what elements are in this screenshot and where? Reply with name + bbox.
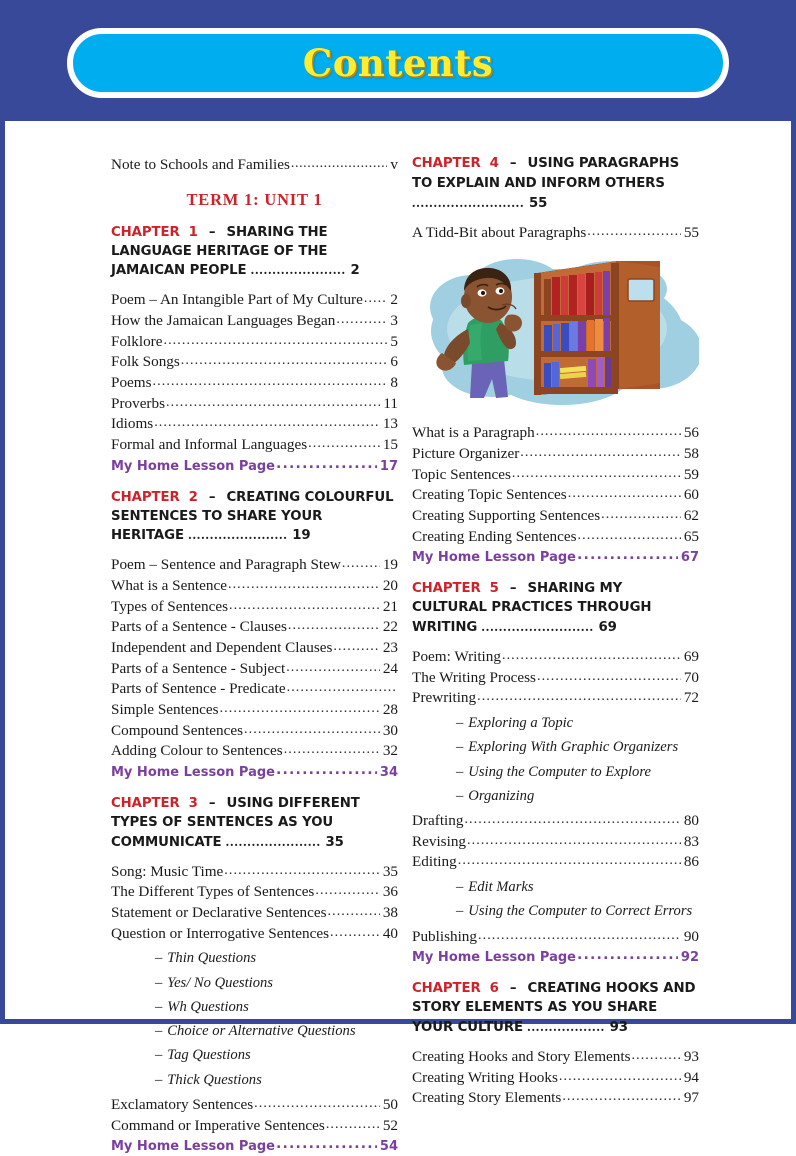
toc-entry-page: 70 xyxy=(683,668,699,686)
dot-leader xyxy=(520,442,681,463)
toc-entry[interactable] xyxy=(111,659,398,680)
dot-leader xyxy=(276,761,377,780)
dot-leader xyxy=(333,636,379,657)
dot-leader xyxy=(578,525,681,546)
toc-entry-label: Simple Sentences xyxy=(111,701,219,719)
toc-entry-label: Command or Imperative Sentences xyxy=(111,1116,325,1134)
dot-leader xyxy=(153,371,388,392)
toc-entry-label: Poems xyxy=(111,373,152,391)
chapter-number: CHAPTER 3 xyxy=(111,796,198,812)
toc-entry[interactable] xyxy=(111,290,398,311)
chapter-dot-leader: ...................... xyxy=(246,262,346,278)
toc-entry-page: 58 xyxy=(683,444,699,462)
toc-entry[interactable] xyxy=(412,506,699,527)
toc-entry[interactable] xyxy=(111,435,398,456)
toc-subentry-label: Tag Questions xyxy=(167,1047,251,1064)
chapter-dash: – xyxy=(500,581,526,597)
toc-entry-label: Parts of Sentence - Predicate xyxy=(111,680,286,698)
toc-entry-page: 86 xyxy=(683,853,699,871)
chapter-page: 19 xyxy=(287,528,311,544)
dot-leader xyxy=(512,463,681,484)
toc-entry[interactable] xyxy=(412,927,699,948)
chapter-heading[interactable] xyxy=(111,489,398,547)
chapter-dash: – xyxy=(500,981,526,997)
chapter-page: 35 xyxy=(320,834,344,850)
chapter-number: CHAPTER 6 xyxy=(412,981,499,997)
toc-entry-page: 34 xyxy=(379,765,398,781)
en-dash-marker: – xyxy=(456,879,464,896)
toc-entry-page: 97 xyxy=(683,1089,699,1107)
toc-entry-label: Revising xyxy=(412,832,467,850)
toc-entry-label: Poem – Sentence and Paragraph Stew xyxy=(111,556,341,574)
toc-entry-page: v xyxy=(390,156,398,173)
toc-entry-label: What is a Sentence xyxy=(111,577,227,594)
toc-entry-label: A Tidd-Bit about Paragraphs xyxy=(412,223,587,241)
dot-leader xyxy=(308,433,380,454)
header-band xyxy=(5,5,791,121)
en-dash-marker: – xyxy=(456,903,464,920)
toc-entry[interactable] xyxy=(111,679,398,700)
toc-entry-page: 69 xyxy=(683,647,699,665)
toc-subentry-label: Yes/ No Questions xyxy=(167,974,273,991)
dot-leader xyxy=(229,595,380,616)
term-heading: TERM 1: UNIT 1 xyxy=(186,189,323,209)
toc-entry-page: 13 xyxy=(382,415,398,433)
left-column xyxy=(111,155,398,1156)
dot-leader xyxy=(287,677,395,698)
right-column xyxy=(412,155,699,1109)
chapter-number: CHAPTER 1 xyxy=(111,224,198,240)
toc-entry-page: 21 xyxy=(382,597,398,615)
dot-leader xyxy=(154,412,380,433)
dot-leader xyxy=(288,615,380,636)
bookcase xyxy=(534,261,660,395)
toc-entry-label: Compound Sentences xyxy=(111,721,244,739)
toc-entry-page: 55 xyxy=(683,223,699,241)
toc-entry[interactable] xyxy=(412,832,699,853)
toc-subentry[interactable] xyxy=(111,1046,398,1065)
chapter-dot-leader: ....................... xyxy=(183,527,288,543)
toc-entry-page: 90 xyxy=(683,927,699,945)
toc-entry-page: 5 xyxy=(390,332,398,350)
toc-subentry[interactable] xyxy=(111,998,398,1017)
toc-entry-page: 28 xyxy=(382,701,398,719)
toc-entry[interactable] xyxy=(111,576,398,597)
toc-entry-page: 17 xyxy=(379,458,398,474)
toc-entry-page: 15 xyxy=(382,436,398,453)
toc-entry-home-lesson-page[interactable] xyxy=(111,1137,398,1156)
toc-entry-home-lesson-page[interactable] xyxy=(111,457,398,476)
toc-subentry[interactable] xyxy=(412,878,699,897)
dot-leader xyxy=(601,504,681,525)
chapter-number: CHAPTER 4 xyxy=(412,156,499,171)
toc-entry-page: 35 xyxy=(382,862,398,880)
toc-entry-label: Parts of a Sentence - Subject xyxy=(111,659,286,677)
books-shelf-1 xyxy=(544,271,610,315)
toc-entry[interactable] xyxy=(412,223,699,244)
en-dash-marker: – xyxy=(456,739,464,756)
toc-entry-page: 3 xyxy=(390,311,398,329)
toc-entry[interactable] xyxy=(111,373,398,394)
toc-entry[interactable] xyxy=(412,811,699,832)
toc-entry[interactable] xyxy=(412,1088,699,1109)
page-title: Contents xyxy=(302,40,494,85)
toc-entry-label: Poem: Writing xyxy=(412,647,501,665)
chapter-title: USING DIFFERENT TYPES OF SENTENCES AS YOU COMMUNICATE xyxy=(111,796,360,850)
toc-entry-label: Picture Organizer xyxy=(412,444,520,462)
toc-entry[interactable] xyxy=(412,465,699,486)
chapter-block xyxy=(412,580,699,967)
boy-at-bookshelf-illustration xyxy=(412,255,699,407)
header-pill xyxy=(67,28,729,98)
toc-subentry[interactable] xyxy=(412,902,699,921)
chapter-heading[interactable] xyxy=(111,795,398,853)
chapter-dash: – xyxy=(199,224,225,240)
toc-entry-page: 80 xyxy=(683,812,699,829)
toc-entry-page: 38 xyxy=(382,904,398,922)
dot-leader xyxy=(587,221,681,242)
toc-entry-label: Idioms xyxy=(111,415,154,433)
toc-entry-label: Prewriting xyxy=(412,689,477,707)
toc-entry-label: Song: Music Time xyxy=(111,862,224,880)
right-chapter-list xyxy=(412,155,699,1109)
toc-entry[interactable] xyxy=(111,1116,398,1137)
dot-leader xyxy=(181,350,388,371)
toc-entry[interactable] xyxy=(111,311,398,332)
chapter-page: 2 xyxy=(345,263,360,279)
toc-entry-label: Editing xyxy=(412,853,457,871)
toc-entry[interactable] xyxy=(412,527,699,548)
chapter-title: SHARING MY CULTURAL PRACTICES THROUGH WRITING xyxy=(412,581,652,636)
toc-entry-label: Poem – An Intangible Part of My Culture xyxy=(111,291,363,309)
toc-entry-note[interactable] xyxy=(111,155,398,176)
toc-subentry[interactable] xyxy=(412,714,699,733)
toc-entry-label: The Different Types of Sentences xyxy=(111,883,315,901)
toc-subentry[interactable] xyxy=(111,1071,398,1090)
toc-subentry[interactable] xyxy=(412,738,699,757)
toc-entry-label: Topic Sentences xyxy=(412,465,511,483)
chapter-number: CHAPTER 2 xyxy=(111,489,198,505)
chapter-dot-leader: ...................... xyxy=(221,833,321,849)
dot-leader xyxy=(326,1114,380,1135)
chapter-heading[interactable] xyxy=(412,155,699,214)
toc-entry-label: Creating Writing Hooks xyxy=(412,1068,558,1086)
toc-entry-label: Creating Story Elements xyxy=(412,1089,562,1107)
toc-entry[interactable] xyxy=(412,668,699,689)
toc-entry-page: 32 xyxy=(382,742,398,760)
toc-entry-page: 52 xyxy=(382,1116,398,1134)
dot-leader xyxy=(224,860,380,881)
toc-entry-page: 24 xyxy=(382,659,398,677)
toc-entry[interactable] xyxy=(111,352,398,373)
toc-entry[interactable] xyxy=(111,555,398,576)
toc-subentry-label: Wh Questions xyxy=(167,998,249,1015)
toc-subentry[interactable] xyxy=(111,974,398,993)
chapter-dot-leader: .................. xyxy=(522,1018,606,1034)
toc-entry-page: 54 xyxy=(379,1139,398,1155)
dot-leader xyxy=(467,830,681,851)
chapter-block xyxy=(111,489,398,782)
dot-leader xyxy=(286,657,380,678)
toc-entry-page: 19 xyxy=(382,556,398,574)
left-chapter-list xyxy=(111,224,398,1156)
toc-subentry-label: Organizing xyxy=(468,787,535,804)
chapter-title: SHARING THE LANGUAGE HERITAGE OF THE JAMAICAN PEOPLE xyxy=(111,224,328,279)
toc-entry-page: 8 xyxy=(390,373,398,391)
toc-entry-label: My Home Lesson Page xyxy=(111,458,275,474)
toc-entry-page: 50 xyxy=(382,1095,398,1113)
toc-entry-label: Question or Interrogative Sentences xyxy=(111,924,330,942)
toc-entry-page: 6 xyxy=(390,353,398,371)
dot-leader xyxy=(342,553,380,574)
toc-entry-page: 72 xyxy=(683,689,699,707)
toc-entry-label: How the Jamaican Languages Began xyxy=(111,311,336,329)
toc-entry[interactable] xyxy=(111,414,398,435)
dot-leader xyxy=(276,455,377,474)
toc-entry-label: Publishing xyxy=(412,927,477,945)
dot-leader xyxy=(577,546,678,565)
toc-entry-label: Creating Ending Sentences xyxy=(412,527,577,545)
toc-entry-label: Creating Topic Sentences xyxy=(412,486,567,504)
toc-entry-label: Formal and Informal Languages xyxy=(111,436,308,453)
toc-entry-label: What is a Paragraph xyxy=(412,424,535,442)
toc-entry[interactable] xyxy=(412,1068,699,1089)
dot-leader xyxy=(284,739,380,760)
dot-leader xyxy=(330,922,380,943)
chapter-block xyxy=(111,224,398,476)
toc-entry-label: Note to Schools and Families xyxy=(111,156,290,173)
toc-entry[interactable] xyxy=(412,444,699,465)
toc-entry[interactable] xyxy=(412,1047,699,1068)
chapter-title: USING PARAGRAPHS TO EXPLAIN AND INFORM OTHERS xyxy=(412,156,680,191)
dot-leader xyxy=(577,946,678,965)
toc-entry[interactable] xyxy=(111,332,398,353)
toc-entry[interactable] xyxy=(412,423,699,444)
toc-entry-label: Parts of a Sentence - Clauses xyxy=(111,618,287,636)
dot-leader xyxy=(632,1045,681,1066)
toc-subentry-label: Choice or Alternative Questions xyxy=(167,1023,356,1040)
en-dash-marker: – xyxy=(456,763,464,780)
dot-leader xyxy=(537,666,681,687)
dot-leader xyxy=(562,1086,680,1107)
dot-leader xyxy=(254,1093,380,1114)
toc-subentry-label: Thick Questions xyxy=(167,1071,262,1088)
chapter-dot-leader: .......................... xyxy=(412,194,525,210)
toc-entry[interactable] xyxy=(111,721,398,742)
toc-subentry-label: Using the Computer to Correct Errors xyxy=(468,903,693,920)
toc-subentry-label: Exploring a Topic xyxy=(468,715,574,731)
en-dash-marker: – xyxy=(456,715,464,731)
chapter-heading[interactable] xyxy=(111,224,398,282)
dot-leader xyxy=(315,880,379,901)
dot-leader xyxy=(559,1066,681,1087)
toc-entry-label: Adding Colour to Sentences xyxy=(111,742,283,760)
toc-entry-page: 11 xyxy=(383,394,398,412)
chapter-heading[interactable] xyxy=(412,580,699,638)
chapter-dash: – xyxy=(500,156,526,171)
en-dash-marker: – xyxy=(456,787,464,804)
toc-entry-label: My Home Lesson Page xyxy=(412,550,576,566)
toc-entry[interactable] xyxy=(111,700,398,721)
toc-entry-page: 36 xyxy=(382,883,398,901)
toc-entry-label: My Home Lesson Page xyxy=(111,1139,275,1155)
contents-body xyxy=(5,121,791,1155)
toc-entry-page: 2 xyxy=(390,291,398,309)
toc-subentry[interactable] xyxy=(412,763,699,782)
toc-entry-page: 30 xyxy=(382,721,398,739)
chapter-dash: – xyxy=(199,489,225,505)
dot-leader xyxy=(568,483,681,504)
toc-subentry-label: Exploring With Graphic Organizers xyxy=(468,739,679,756)
toc-subentry-label: Using the Computer to Explore xyxy=(468,763,651,780)
chapter-page: 69 xyxy=(593,620,617,636)
toc-subentry[interactable] xyxy=(412,787,699,806)
toc-entry-page: 83 xyxy=(683,832,699,850)
toc-entry-label: Drafting xyxy=(412,812,464,829)
toc-entry-label: My Home Lesson Page xyxy=(412,950,576,966)
toc-entry-page: 23 xyxy=(382,639,398,657)
toc-entry[interactable] xyxy=(111,394,398,415)
toc-entry-page: 62 xyxy=(683,506,699,524)
chapter-page: 93 xyxy=(605,1019,628,1035)
toc-entry-label: My Home Lesson Page xyxy=(111,765,275,781)
toc-entry-label: The Writing Process xyxy=(412,668,536,686)
toc-subentry[interactable] xyxy=(111,1022,398,1041)
toc-entry-label: Folk Songs xyxy=(111,353,180,371)
toc-entry[interactable] xyxy=(111,597,398,618)
dot-leader xyxy=(364,288,388,309)
en-dash-marker: – xyxy=(155,974,163,991)
toc-entry[interactable] xyxy=(412,688,699,709)
chapter-title: CREATING COLOURFUL SENTENCES TO SHARE YOUR HERITAGE xyxy=(111,489,394,544)
dot-leader xyxy=(220,698,380,719)
toc-subentry-label: Edit Marks xyxy=(468,879,534,896)
dot-leader xyxy=(166,392,380,413)
toc-entry-page: 20 xyxy=(382,577,398,594)
toc-entry-page: 92 xyxy=(680,950,699,966)
dot-leader xyxy=(336,309,387,330)
toc-subentry-label: Thin Questions xyxy=(167,950,257,967)
toc-entry-page: 59 xyxy=(683,465,699,483)
toc-entry-label: Proverbs xyxy=(111,394,165,412)
chapter-page: 55 xyxy=(524,195,548,211)
toc-entry-page: 60 xyxy=(683,486,699,504)
dot-leader xyxy=(477,686,681,707)
toc-entry-page: 40 xyxy=(382,924,398,942)
chapter-block xyxy=(412,980,699,1109)
dot-leader xyxy=(276,1135,377,1154)
toc-entry-home-lesson-page[interactable] xyxy=(412,548,699,567)
en-dash-marker: – xyxy=(155,998,163,1015)
toc-entry-label: Statement or Declarative Sentences xyxy=(111,904,327,922)
toc-subentry[interactable] xyxy=(111,949,398,968)
chapter-title: CREATING HOOKS AND STORY ELEMENTS AS YOU SHARE YOUR CULTURE xyxy=(412,981,696,1035)
toc-entry-label: Creating Supporting Sentences xyxy=(412,506,601,524)
dot-leader xyxy=(328,901,380,922)
toc-entry[interactable] xyxy=(111,1095,398,1116)
dot-leader xyxy=(458,850,681,871)
toc-entry-page: 22 xyxy=(382,618,398,636)
toc-entry[interactable] xyxy=(111,638,398,659)
toc-entry[interactable] xyxy=(111,924,398,945)
toc-entry[interactable] xyxy=(111,741,398,762)
toc-entry-label: Creating Hooks and Story Elements xyxy=(412,1047,631,1065)
toc-entry-page: 65 xyxy=(683,527,699,545)
chapter-block xyxy=(111,795,398,1156)
en-dash-marker: – xyxy=(155,1071,163,1088)
toc-entry[interactable] xyxy=(111,882,398,903)
toc-entry-page: 93 xyxy=(683,1047,699,1065)
chapter-heading[interactable] xyxy=(412,980,699,1038)
chapter-dash: – xyxy=(199,796,225,812)
toc-entry[interactable] xyxy=(111,903,398,924)
toc-entry-label: Independent and Dependent Clauses xyxy=(111,639,333,657)
toc-entry-label: Types of Sentences xyxy=(111,597,229,615)
toc-entry-page: 94 xyxy=(683,1068,699,1086)
dot-leader xyxy=(464,809,680,830)
toc-entry[interactable] xyxy=(111,862,398,883)
toc-entry-home-lesson-page[interactable] xyxy=(111,763,398,782)
en-dash-marker: – xyxy=(155,1047,163,1064)
dot-leader xyxy=(478,925,681,946)
toc-entry[interactable] xyxy=(412,852,699,873)
toc-entry-label: Folklore xyxy=(111,332,163,350)
dot-leader xyxy=(536,421,681,442)
toc-entry[interactable] xyxy=(111,617,398,638)
toc-entry-label: Exclamatory Sentences xyxy=(111,1095,254,1113)
dot-leader xyxy=(228,574,380,595)
chapter-dot-leader: .......................... xyxy=(477,619,594,635)
chapter-block xyxy=(412,155,699,567)
en-dash-marker: – xyxy=(155,1023,163,1040)
en-dash-marker: – xyxy=(155,950,163,967)
toc-entry-page: 67 xyxy=(680,550,699,566)
toc-entry-page: 56 xyxy=(683,424,699,442)
chapter-number: CHAPTER 5 xyxy=(412,581,499,597)
toc-entry[interactable] xyxy=(412,485,699,506)
dot-leader xyxy=(163,330,387,351)
dot-leader xyxy=(291,153,388,174)
toc-entry-home-lesson-page[interactable] xyxy=(412,948,699,967)
toc-entry[interactable] xyxy=(412,647,699,668)
dot-leader xyxy=(502,645,681,666)
dot-leader xyxy=(244,719,380,740)
